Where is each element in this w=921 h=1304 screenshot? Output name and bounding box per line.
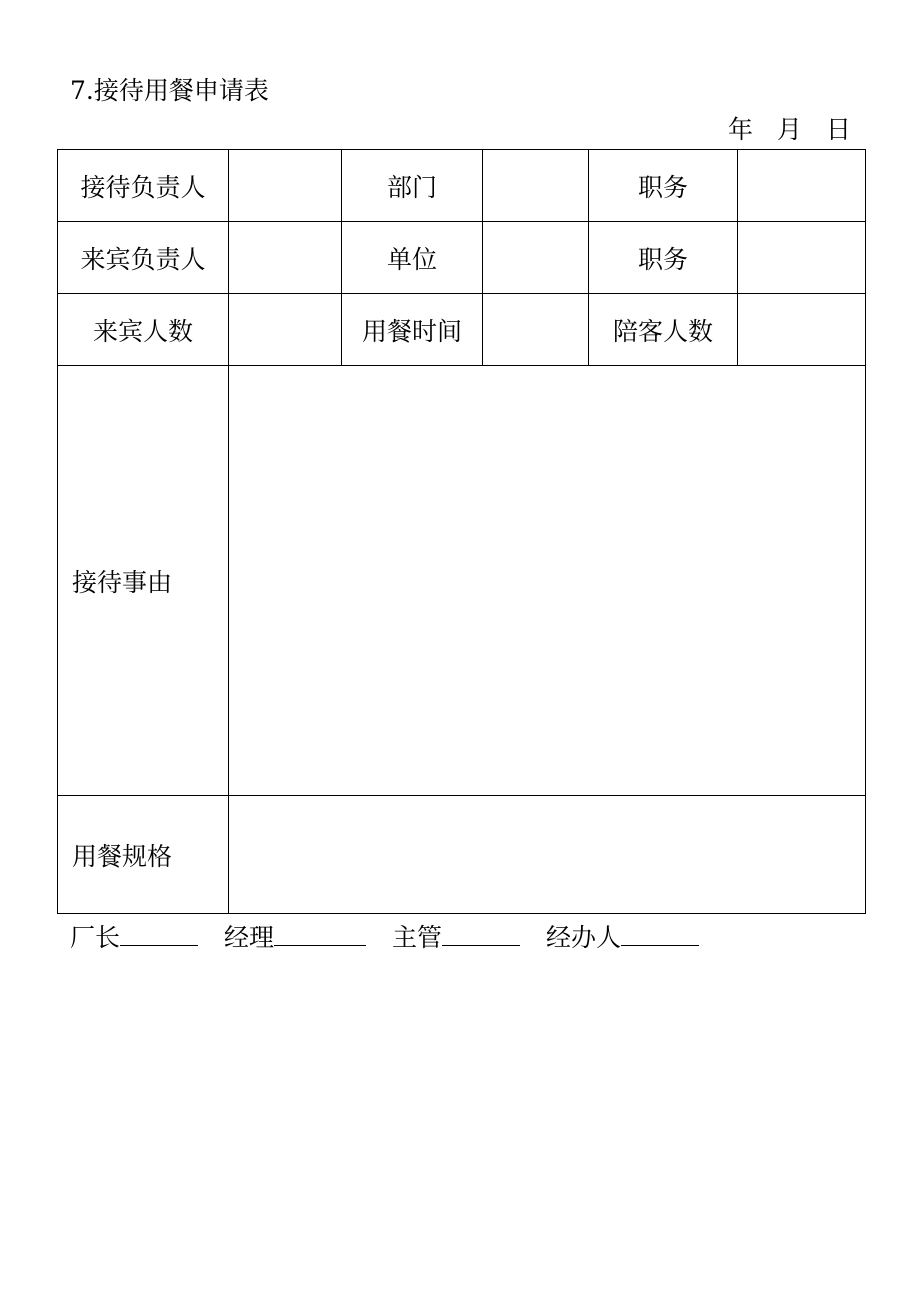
date-line (728, 113, 851, 147)
table-row (58, 796, 866, 914)
signature-line (70, 919, 725, 955)
supervisor-label: 主管 (392, 923, 443, 952)
host-position-label: 职务 (589, 150, 738, 222)
supervisor-signature (392, 919, 520, 955)
factory-director-blank[interactable] (120, 919, 198, 946)
reception-reason-label: 接待事由 (58, 366, 229, 796)
year-label: 年 (727, 115, 753, 144)
guest-position-label: 职务 (589, 222, 738, 294)
meal-time-label: 用餐时间 (342, 294, 483, 366)
meal-time-field[interactable] (483, 294, 589, 366)
escort-count-field[interactable] (738, 294, 866, 366)
reception-host-field[interactable] (229, 150, 342, 222)
guest-count-label: 来宾人数 (58, 294, 229, 366)
manager-blank[interactable] (274, 919, 366, 946)
reception-reason-field[interactable] (229, 366, 866, 796)
supervisor-blank[interactable] (442, 919, 520, 946)
table-row (58, 366, 866, 796)
factory-director-signature (70, 919, 198, 955)
manager-signature (224, 919, 366, 955)
department-label: 部门 (342, 150, 483, 222)
table-row (58, 150, 866, 222)
page-title: 7.接待用餐申请表 (70, 76, 269, 105)
guest-leader-field[interactable] (229, 222, 342, 294)
factory-director-label: 厂长 (70, 923, 121, 952)
manager-label: 经理 (224, 923, 275, 952)
host-position-field[interactable] (738, 150, 866, 222)
month-label: 月 (776, 115, 802, 144)
guest-position-field[interactable] (738, 222, 866, 294)
handler-blank[interactable] (621, 919, 699, 946)
table-row (58, 294, 866, 366)
guest-count-field[interactable] (229, 294, 342, 366)
handler-signature (546, 919, 699, 955)
handler-label: 经办人 (546, 923, 622, 952)
department-field[interactable] (483, 150, 589, 222)
organization-label: 单位 (342, 222, 483, 294)
organization-field[interactable] (483, 222, 589, 294)
escort-count-label: 陪客人数 (589, 294, 738, 366)
meal-spec-field[interactable] (229, 796, 866, 914)
table-row (58, 222, 866, 294)
day-label: 日 (825, 115, 851, 144)
meal-application-table (57, 149, 866, 914)
meal-spec-label: 用餐规格 (58, 796, 229, 914)
reception-host-label: 接待负责人 (58, 150, 229, 222)
guest-leader-label: 来宾负责人 (58, 222, 229, 294)
